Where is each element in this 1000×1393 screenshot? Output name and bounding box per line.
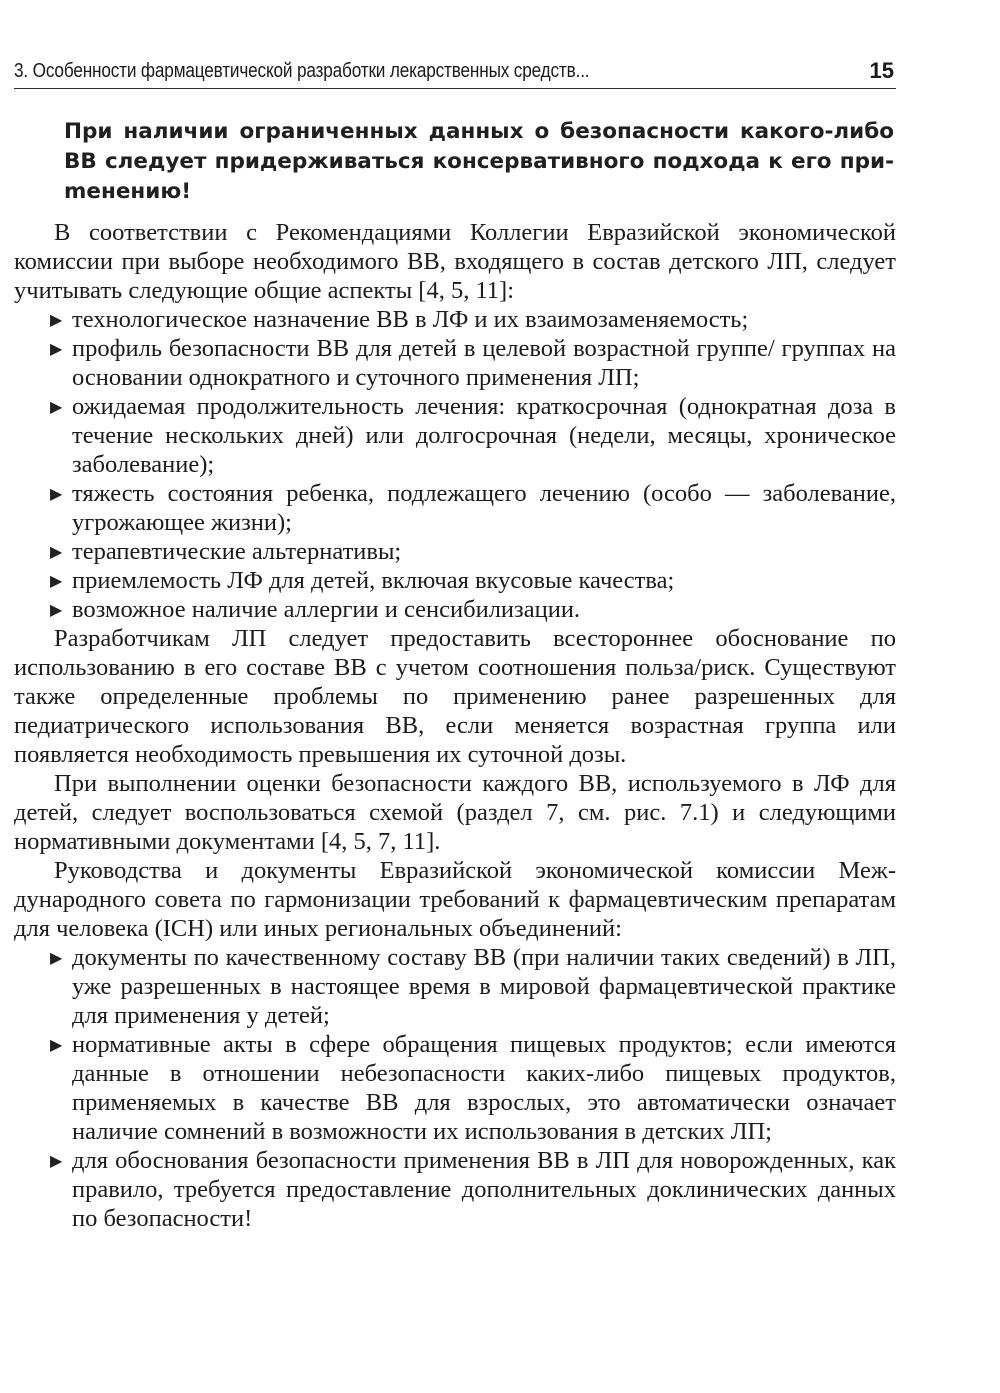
triangle-bullet-icon: ▶ [50,948,63,967]
highlighted-notice: При наличии ограниченных данных о безопасности какого-либо ВВ следует придерживаться консервативного подхода к его приmенению! [64,119,894,204]
triangle-bullet-icon: ▶ [50,542,63,561]
main-text [14,218,896,1233]
list-item: ▶ для обоснования безопасности применения ВВ в ЛП для новорожденных, как правило, требуется предоставление дополнительных доклинических данных по безопасности! [50,1147,896,1232]
list-item: ▶ возможное наличие аллергии и сенсибилизации. [50,596,581,623]
triangle-bullet-icon: ▶ [50,397,63,416]
list-item: ▶ профиль безопасности ВВ для детей в целевой возрастной группе/ группах на основании однократного и суточного применения ЛП; [50,335,896,391]
list-item: ▶ приемлемость ЛФ для детей, включая вкусовые качества; [50,567,675,594]
triangle-bullet-icon: ▶ [50,571,63,590]
triangle-bullet-icon: ▶ [50,339,63,358]
list-item: ▶ терапевтические альтернативы; [50,538,402,565]
list-item: ▶ тяжесть состояния ребенка, подлежащего лечению (особо — заболевание, угрожающее жизни); [50,480,896,536]
triangle-bullet-icon: ▶ [50,1035,63,1054]
paragraph-justification: Разработчикам ЛП следует предоставить всестороннее обоснование по использованию в его составе ВВ с учетом соотношения польза/риск. Существуют также определенные проблемы по применению ранее разрешенных для педиатрического использования ВВ, если меняется возрастная группа или появляется необходимость превышения их суточной дозы. [14,625,896,768]
running-header [14,58,896,89]
triangle-bullet-icon: ▶ [50,310,63,329]
triangle-bullet-icon: ▶ [50,600,63,619]
paragraph-intro-eec: В соответствии с Рекомендациями Коллегии Евразийской экономической комиссии при выборе необходимого ВВ, входящего в состав детского ЛП, следует учитывать следующие общие аспекты [4, 5, 11]: [14,219,896,304]
page-number: 15 [869,58,894,83]
guidelines-list [14,943,896,1233]
list-item: ▶ документы по качественному составу ВВ (при наличии таких сведений) в ЛП, уже разрешенных в настоящее время в мировой фармацевтической практике для применения у детей; [50,944,896,1029]
aspects-list [14,305,896,624]
list-item: ▶ нормативные акты в сфере обращения пищевых продуктов; если имеются данные в отношении небезопасности каких-либо пищевых продуктов, применяемых в качестве ВВ для взрослых, это автоматически означает наличие сомнений в возможности их использования в детских ЛП; [50,1031,896,1145]
running-title: 3. Особенности фармацевтической разработки лекарственных средств... [14,60,590,82]
triangle-bullet-icon: ▶ [50,1151,63,1170]
list-item: ▶ технологическое назначение ВВ в ЛФ и их взаимозаменяемость; [50,306,749,333]
paragraph-guidelines-intro: Руководства и документы Евразийской экономической комиссии Международного совета по гармонизации требований к фармацевтическим препаратам для человека (ICH) или иных региональных объединений: [14,857,896,942]
list-item: ▶ ожидаемая продолжительность лечения: краткосрочная (однократная доза в течение нескольких дней) или долгосрочная (недели, месяцы, хроническое заболевание); [50,393,896,478]
paragraph-safety-assessment: При выполнении оценки безопасности каждого ВВ, используемого в ЛФ для детей, следует воспользоваться схемой (раздел 7, см. рис. 7.1) и следующими нормативными документами [4, 5, 7, 11]. [14,770,896,855]
triangle-bullet-icon: ▶ [50,484,63,503]
